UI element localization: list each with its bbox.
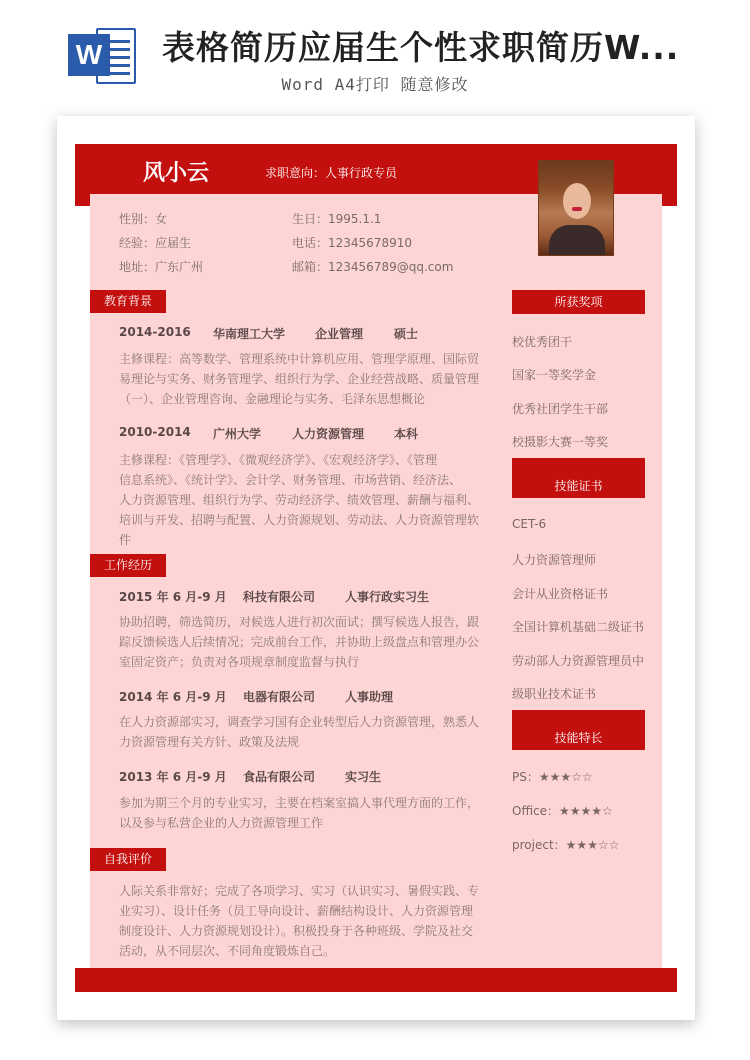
text-line: 踪反馈候选人后续情况；完成前台工作，并协助上级盘点和管理办公 bbox=[119, 635, 480, 649]
certificate-item: 会计从业资格证书 bbox=[512, 587, 609, 601]
edu-school: 广州大学 bbox=[213, 427, 262, 441]
text-line: 业实习）、设计任务（员工导向设计、薪酬结构设计、人力资源管理 bbox=[119, 904, 474, 918]
work-role: 实习生 bbox=[345, 770, 382, 784]
job-intent: 求职意向：人事行政专员 bbox=[265, 166, 398, 180]
text-line: 室固定资产；负责对各项规章制度监督与执行 bbox=[119, 655, 360, 669]
info-birthday: 生日：1995.1.1 bbox=[292, 212, 382, 226]
edu-degree: 本科 bbox=[394, 427, 419, 441]
resume-page bbox=[57, 116, 695, 1020]
work-company: 科技有限公司 bbox=[243, 590, 316, 604]
edu-degree: 硕士 bbox=[394, 327, 419, 341]
section-title-certificates: 技能证书 bbox=[512, 458, 645, 498]
certificate-item: 人力资源管理师 bbox=[512, 553, 597, 567]
text-line: 以及参与私营企业的人力资源管理工作 bbox=[119, 816, 324, 830]
edu-major: 人力资源管理 bbox=[292, 427, 365, 441]
work-period: 2015 年 6 月-9 月 bbox=[119, 590, 227, 604]
award-item: 优秀社团学生干部 bbox=[512, 402, 609, 416]
education-courses bbox=[119, 450, 479, 550]
profile-photo bbox=[538, 160, 614, 256]
award-item: 校摄影大赛一等奖 bbox=[512, 435, 609, 449]
text-line: 主修课程：《管理学》、《微观经济学》、《宏观经济学》、《管理 bbox=[119, 453, 438, 467]
work-period: 2013 年 6 月-9 月 bbox=[119, 770, 227, 784]
section-title-skills: 技能特长 bbox=[512, 710, 645, 750]
document-banner bbox=[0, 0, 750, 105]
section-title-education: 教育背景 bbox=[90, 290, 166, 313]
info-phone: 电话：12345678910 bbox=[292, 236, 412, 250]
certificate-item: 全国计算机基础二级证书 bbox=[512, 620, 645, 634]
work-period: 2014 年 6 月-9 月 bbox=[119, 690, 227, 704]
edu-period: 2014-2016 bbox=[119, 325, 191, 339]
skill-rating: Office：★★★★☆ bbox=[512, 804, 613, 818]
text-line: 制度设计、人力资源规划设计）。积极投身于各种班级、学院及社交 bbox=[119, 924, 474, 938]
text-line: 人际关系非常好；完成了各项学习、实习（认识实习、暑假实践、专 bbox=[119, 884, 480, 898]
certificate-item: 劳动部人力资源管理员中 bbox=[512, 654, 645, 668]
edu-period: 2010-2014 bbox=[119, 425, 191, 439]
work-description bbox=[119, 793, 479, 833]
work-company: 食品有限公司 bbox=[243, 770, 316, 784]
footer-band bbox=[75, 968, 677, 992]
text-line: 培训与开发、招聘与配置、人力资源规划、劳动法、人力资源管理软 bbox=[119, 513, 480, 527]
text-line: 参加为期三个月的专业实习，主要在档案室搞人事代理方面的工作， bbox=[119, 796, 480, 810]
skill-rating: project：★★★☆☆ bbox=[512, 838, 620, 852]
info-experience: 经验：应届生 bbox=[119, 236, 192, 250]
info-email: 邮箱：123456789@qq.com bbox=[292, 260, 454, 274]
work-description bbox=[119, 712, 479, 752]
education-courses bbox=[119, 349, 479, 409]
text-line: 力资源管理有关方针、政策及法规 bbox=[119, 735, 300, 749]
info-address: 地址：广东广州 bbox=[119, 260, 204, 274]
candidate-name: 风小云 bbox=[143, 161, 210, 186]
work-role: 人事助理 bbox=[345, 690, 394, 704]
word-letter: W bbox=[68, 34, 110, 76]
document-subtitle: Word A4打印 随意修改 bbox=[281, 75, 469, 94]
text-line: 易理论与实务、财务管理学、组织行为学、企业经营战略、质量管理 bbox=[119, 372, 480, 386]
certificate-item: CET-6 bbox=[512, 517, 547, 531]
work-role: 人事行政实习生 bbox=[345, 590, 430, 604]
section-title-work: 工作经历 bbox=[90, 554, 166, 577]
section-title-awards: 所获奖项 bbox=[512, 290, 645, 314]
skill-rating: PS：★★★☆☆ bbox=[512, 770, 593, 784]
text-line: 在人力资源部实习，调查学习国有企业转型后人力资源管理，熟悉人 bbox=[119, 715, 480, 729]
section-title-self: 自我评价 bbox=[90, 848, 166, 871]
award-item: 校优秀团干 bbox=[512, 335, 573, 349]
self-evaluation bbox=[119, 881, 479, 961]
certificate-item: 级职业技术证书 bbox=[512, 687, 597, 701]
document-title: 表格简历应届生个性求职简历W... bbox=[162, 28, 680, 67]
text-line: 主修课程：高等数学、管理系统中计算机应用、管理学原理、国际贸 bbox=[119, 352, 480, 366]
text-line: 信息系统》、《统计学》、会计学、财务管理、市场营销、经济法、 bbox=[119, 473, 462, 487]
edu-school: 华南理工大学 bbox=[213, 327, 286, 341]
edu-major: 企业管理 bbox=[315, 327, 364, 341]
work-description bbox=[119, 612, 479, 672]
award-item: 国家一等奖学金 bbox=[512, 368, 597, 382]
text-line: （一）、企业管理咨询、金融理论与实务、毛泽东思想概论 bbox=[119, 392, 426, 406]
text-line: 人力资源管理、组织行为学、劳动经济学、绩效管理、薪酬与福利、 bbox=[119, 493, 480, 507]
text-line: 协助招聘，筛选简历，对候选人进行初次面试；撰写候选人报告，跟 bbox=[119, 615, 480, 629]
text-line: 件 bbox=[119, 533, 132, 547]
info-gender: 性别：女 bbox=[119, 212, 168, 226]
work-company: 电器有限公司 bbox=[243, 690, 316, 704]
text-line: 活动，从不同层次、不同角度锻炼自己。 bbox=[119, 944, 336, 958]
